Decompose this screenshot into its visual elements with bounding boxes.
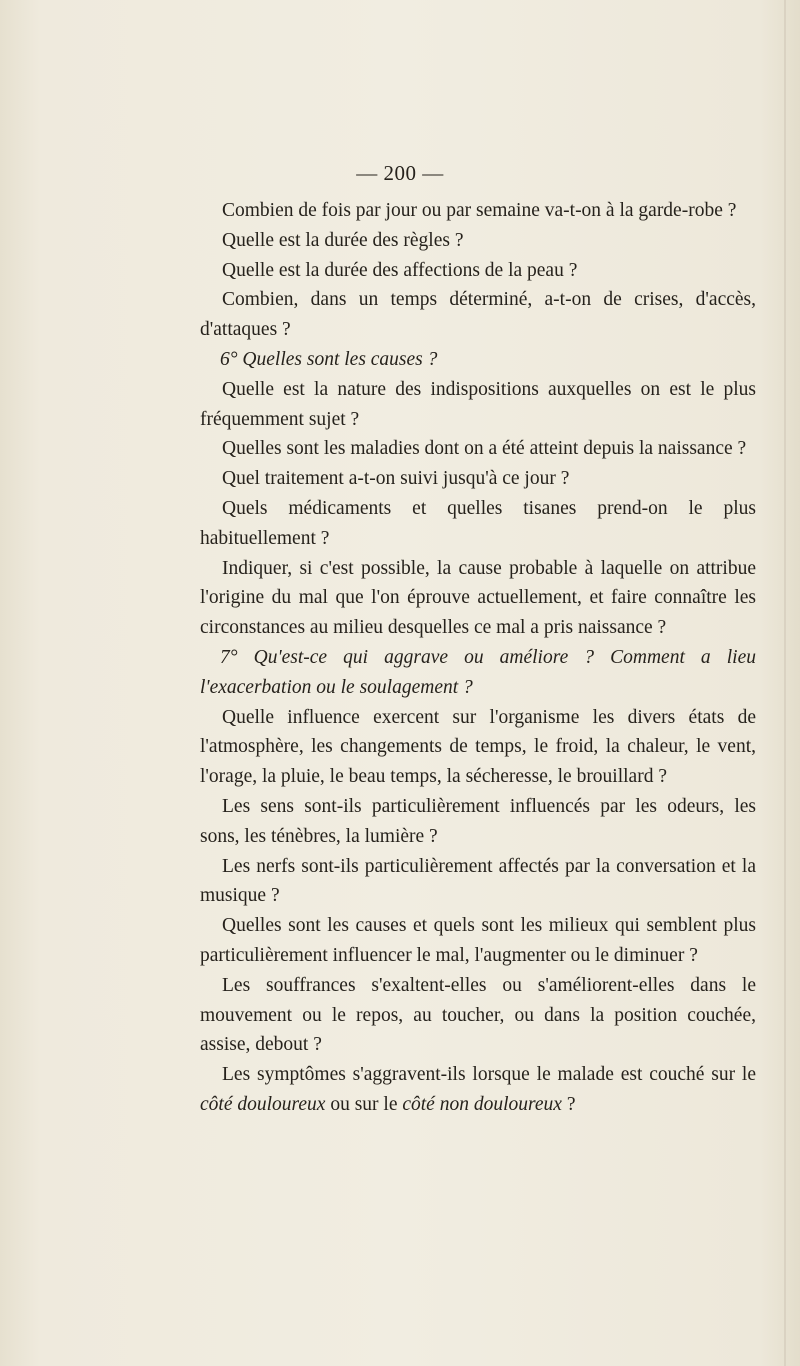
question-traitement: Quel traitement a-t-on suivi jusqu'à ce jour ?: [222, 468, 570, 490]
question-souffrances: Les souffrances s'exaltent-elles ou s'améliorent-elles dans le mouvement ou le repos, au toucher, ou dans la position couchée, assise, debout ?: [200, 974, 756, 1056]
page-fold-shadow: [784, 0, 786, 1366]
page-number: — 200 —: [356, 161, 444, 185]
question-cause-probable: Indiquer, si c'est possible, la cause probable à laquelle on attribue l'origine du mal que l'on éprouve actuellement, et faire connaître les circonstances au milieu desquelles ce mal a pris naissance ?: [200, 557, 756, 639]
question-maladies: Quelles sont les maladies dont on a été atteint depuis la naissance ?: [222, 438, 747, 460]
question-indispositions: Quelle est la nature des indispositions auxquelles on est le plus fréquemment sujet ?: [200, 378, 756, 430]
section-7-heading: 7° Qu'est-ce qui aggrave ou améliore ? Comment a lieu l'exacerbation ou le soulagement ?: [200, 646, 756, 698]
question-crises: Combien, dans un temps déterminé, a-t-on de crises, d'accès, d'attaques ?: [200, 289, 756, 341]
question-nerfs: Les nerfs sont-ils particulièrement affectés par la conversation et la musique ?: [200, 855, 756, 907]
question-peau: Quelle est la durée des affections de la peau ?: [222, 259, 578, 281]
section-6-heading: 6° Quelles sont les causes ?: [220, 348, 438, 370]
body-text: [200, 196, 756, 1120]
question-medicaments: Quels médicaments et quelles tisanes prend-on le plus habituellement ?: [200, 497, 756, 549]
question-sens: Les sens sont-ils particulièrement influencés par les odeurs, les sons, les ténèbres, la lumière ?: [200, 795, 756, 847]
question-regles: Quelle est la durée des règles ?: [222, 229, 464, 251]
question-atmosphere: Quelle influence exercent sur l'organisme les divers états de l'atmosphère, les changements de temps, le froid, la chaleur, le vent, l'orage, la pluie, le beau temps, la sécheresse, le brouillard ?: [200, 706, 756, 788]
question-milieux: Quelles sont les causes et quels sont les milieux qui semblent plus particulièrement influencer le mal, l'augmenter ou le diminuer ?: [200, 915, 756, 966]
question-symptomes: Les symptômes s'aggravent-ils lorsque le malade est couché sur le côté douloureux ou sur le côté non douloureux ?: [200, 1064, 756, 1115]
question-garde-robe: Combien de fois par jour ou par semaine va-t-on à la garde-robe ?: [222, 200, 737, 221]
